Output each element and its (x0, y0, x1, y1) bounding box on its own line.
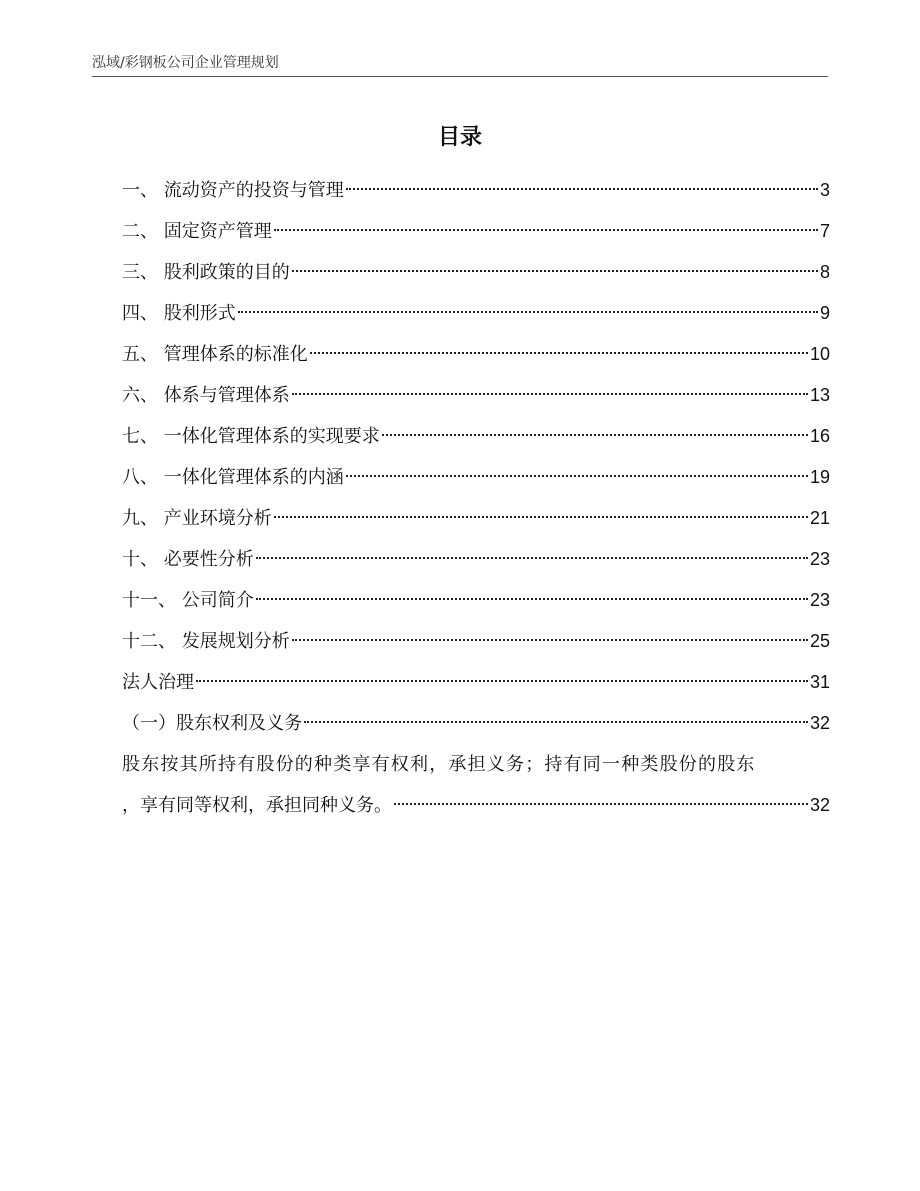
page-header (92, 52, 828, 77)
toc-entry-label: 一、 流动资产的投资与管理 (122, 180, 344, 201)
toc-entry-page: 31 (809, 672, 830, 692)
toc-entry[interactable] (122, 539, 830, 580)
toc-entry-page: 13 (809, 385, 830, 405)
toc-entry-label: 二、 固定资产管理 (122, 221, 272, 242)
toc-entry-label: 十二、 发展规划分析 (122, 631, 290, 652)
page-title: 目录 (437, 125, 482, 150)
toc-entry[interactable] (122, 170, 830, 211)
toc-entry-label: 十、 必要性分析 (122, 549, 254, 570)
toc-entry[interactable] (122, 416, 830, 457)
toc-entry-page: 10 (809, 344, 830, 364)
toc-entry[interactable] (122, 457, 830, 498)
toc-entry-label: 四、 股利形式 (122, 303, 236, 324)
toc-entry-label: 十一、 公司简介 (122, 590, 254, 611)
toc-entry-label: 五、 管理体系的标准化 (122, 344, 308, 365)
toc-entry-label: 七、 一体化管理体系的实现要求 (122, 426, 380, 447)
toc-entry-label-line1: 股东按其所持有股份的种类享有权利，承担义务；持有同一种类股份的股东 (122, 754, 756, 775)
toc-entry-label: 八、 一体化管理体系的内涵 (122, 467, 344, 488)
toc-leader-dots (274, 516, 808, 518)
toc-entry-page: 32 (809, 795, 830, 815)
toc-entry-page: 23 (809, 549, 830, 569)
toc-entry[interactable] (122, 621, 830, 662)
toc-entry-page: 23 (809, 590, 830, 610)
toc-leader-dots (256, 557, 808, 559)
toc-entry-label: 六、 体系与管理体系 (122, 385, 290, 406)
toc-leader-dots (256, 598, 808, 600)
toc-entry-page: 21 (809, 508, 830, 528)
toc-entry[interactable] (122, 334, 830, 375)
toc-entry-label: 九、 产业环境分析 (122, 508, 272, 529)
toc-entry-label: 法人治理 (122, 672, 194, 693)
toc-leader-dots (292, 639, 808, 641)
toc-entry-page: 9 (819, 303, 830, 323)
toc-entry[interactable] (122, 211, 830, 252)
header-text: 泓域/彩钢板公司企业管理规划 (92, 55, 279, 71)
toc-entry[interactable] (122, 293, 830, 334)
toc-entry-label-line2: ，享有同等权利，承担同种义务。 (122, 795, 392, 816)
toc-entry[interactable] (122, 580, 830, 621)
toc-entry[interactable] (122, 498, 830, 539)
toc-entry-page: 7 (819, 221, 830, 241)
toc-entry-page: 8 (819, 262, 830, 282)
toc-leader-dots (292, 393, 808, 395)
toc-leader-dots (382, 434, 808, 436)
toc-entry[interactable] (122, 375, 830, 416)
toc-leader-dots (274, 229, 818, 231)
toc-entry-wrapped[interactable] (122, 744, 830, 826)
toc-entry-page: 19 (809, 467, 830, 487)
toc-entry-page: 25 (809, 631, 830, 651)
toc-leader-dots (346, 188, 818, 190)
toc-entry[interactable] (122, 703, 830, 744)
table-of-contents (122, 170, 830, 826)
toc-leader-dots (310, 352, 808, 354)
toc-entry-line2 (122, 785, 830, 826)
toc-entry-label: （一）股东权利及义务 (122, 713, 302, 734)
toc-leader-dots (238, 311, 818, 313)
toc-entry-label: 三、 股利政策的目的 (122, 262, 290, 283)
toc-leader-dots (394, 803, 808, 805)
toc-leader-dots (346, 475, 808, 477)
toc-entry-page: 32 (809, 713, 830, 733)
toc-entry[interactable] (122, 662, 830, 703)
toc-leader-dots (292, 270, 818, 272)
toc-leader-dots (304, 721, 808, 723)
toc-entry-page: 3 (819, 180, 830, 200)
toc-entry-page: 16 (809, 426, 830, 446)
toc-entry[interactable] (122, 252, 830, 293)
toc-leader-dots (196, 680, 808, 682)
